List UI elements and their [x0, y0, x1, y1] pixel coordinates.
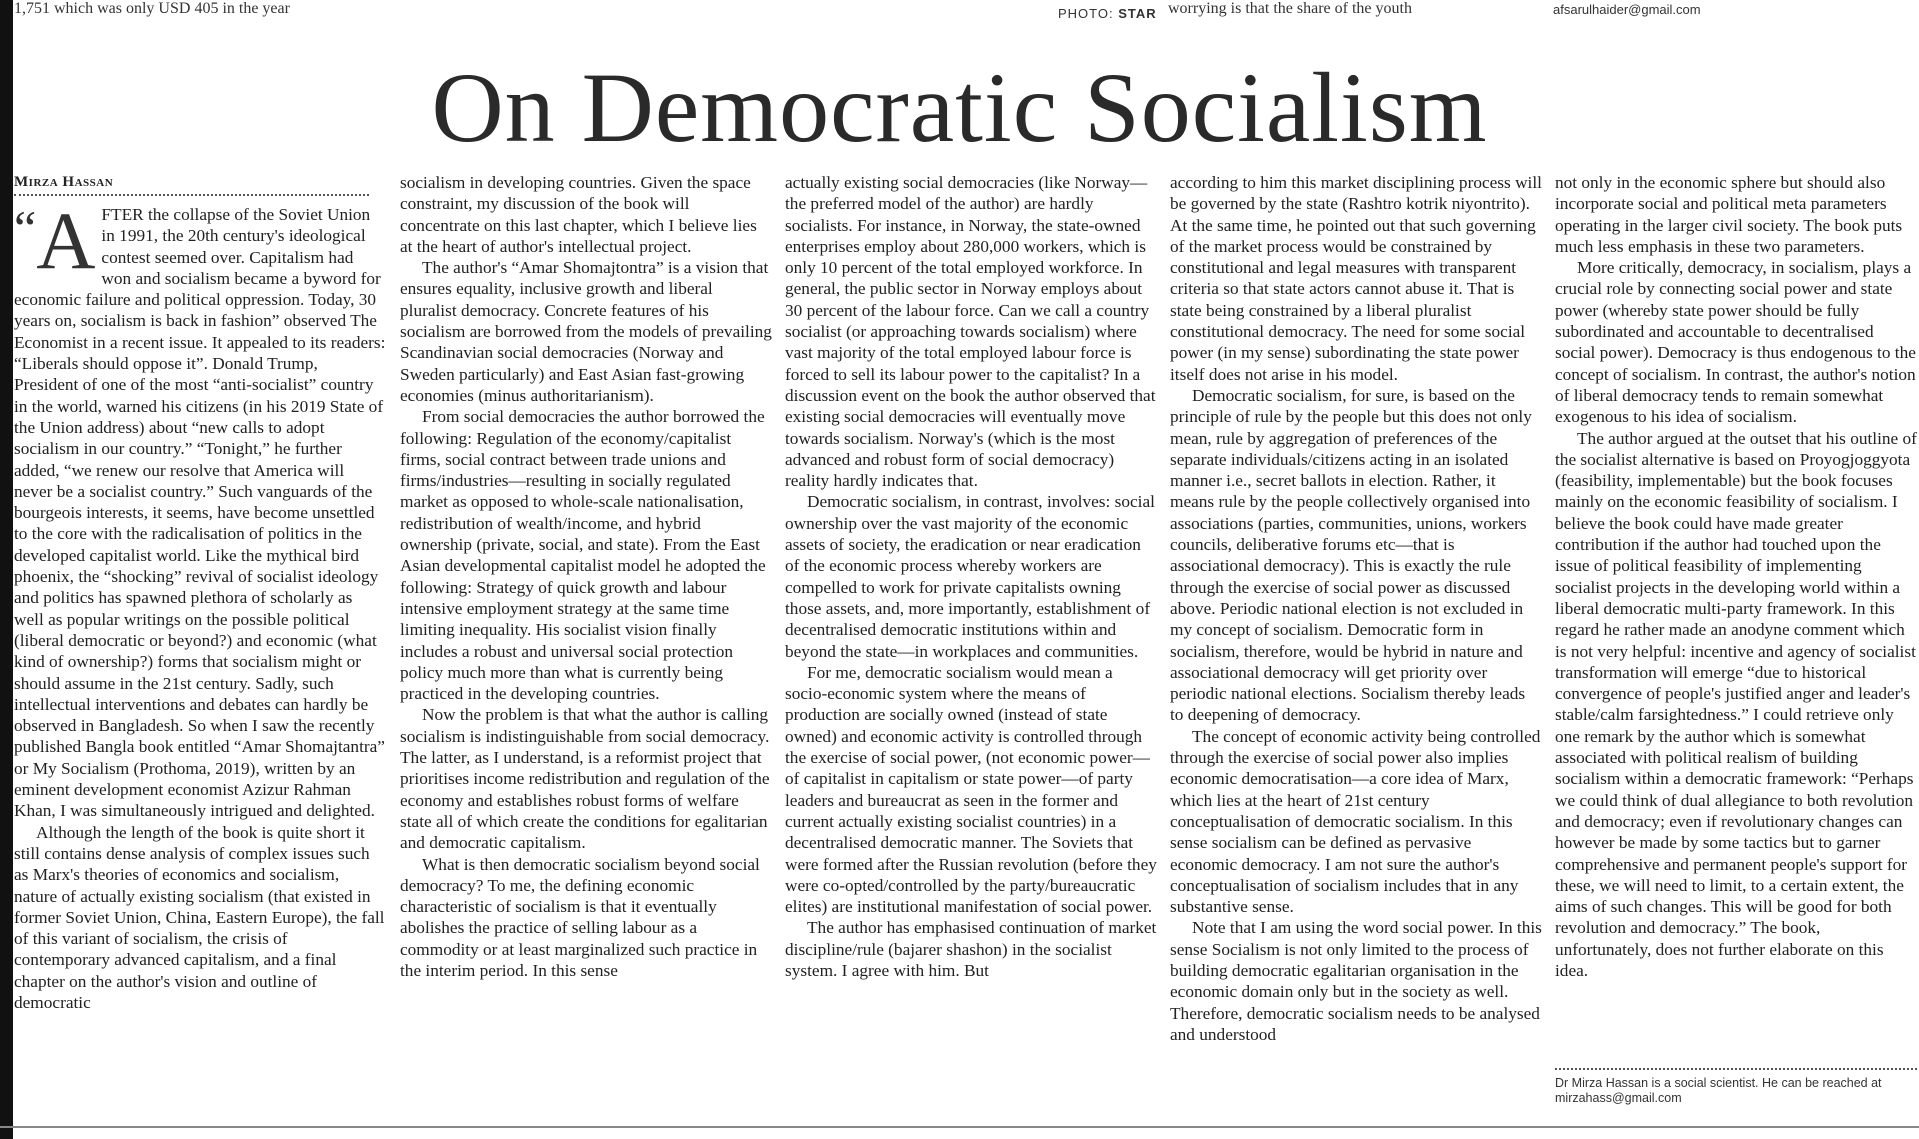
column-3 — [785, 172, 1157, 981]
paragraph: Note that I am using the word social power. In this sense Socialism is not only limited to the process of building democratic egalitarian organisation in the economic domain only but in the society as well. Therefore, democratic socialism needs to be analysed and understood — [1170, 918, 1542, 1044]
previous-article-fragment: 1,751 which was only USD 405 in the year — [14, 0, 290, 17]
paragraph: More critically, democracy, in socialism, plays a crucial role by connecting social power and state power (whereby state power should be fully subordinated and accountable to decentralised social power). Democracy is thus endogenous to the concept of socialism. In contrast, the author's notion of liberal democracy tends to remain somewhat exogenous to his idea of socialism. — [1555, 258, 1916, 427]
photo-label: PHOTO: — [1058, 6, 1114, 21]
author-note: Dr Mirza Hassan is a social scientist. He can be reached at mirzahass@gmail.com — [1555, 1068, 1917, 1106]
bottom-rule — [0, 1126, 1919, 1128]
column-4 — [1170, 172, 1542, 1045]
paragraph-continued: actually existing social democracies (like Norway—the preferred model of the author) are hardly socialists. For instance, in Norway, the state-owned enterprises employ about 280,000 workers, which is only 10 percent of the total employed workforce. In general, the public sector in Norway employs about 30 percent of the labour force. Can we call a country socialist (or approaching towards socialism) where vast majority of the total employed labour force is forced to sell its labour power to the capitalist? In a discussion event on the book the author observed that existing social democracies will eventually move towards socialism. Norway's (which is the most advanced and robust form of social democracy) reality hardly indicates that. — [785, 173, 1156, 491]
article-headline: On Democratic Socialism — [431, 52, 1488, 163]
paragraph: The author's “Amar Shomajtontra” is a vision that ensures equality, inclusive growth and liberal pluralist democracy. Concrete features of his socialism are borrowed from the models of prevailing Scandinavian social democracies (Norway and Sweden particularly) and East Asian fast-growing economies (minus authoritarianism). — [400, 258, 772, 405]
paragraph-continued: according to him this market disciplining process will be governed by the state (Rashtro kotrik niyontrito). At the same time, he pointed out that such governing of the market process would be constrained by constitutional and legal measures with transparent criteria so that state actors cannot abuse it. That is state being constrained by a liberal pluralist constitutional democracy. The need for some social power (in my sense) subordinating the state power itself does not arise in his model. — [1170, 173, 1542, 384]
paragraph: Democratic socialism, in contrast, involves: social ownership over the vast majority of the economic assets of society, the eradication or near eradication of the economic process whereby workers are compelled to work for private capitalists owning those assets, and, more importantly, establishment of decentralised democratic institutions within and beyond the state—in workplaces and communities. — [785, 492, 1155, 661]
paragraph: Democratic socialism, for sure, is based on the principle of rule by the people but this does not only mean, rule by aggregation of preferences of the separate individuals/citizens acting in an isolated manner i.e., secret ballots in election. Rather, it means rule by the people collectively organised into associations (parties, communities, unions, workers councils, deliberative forums etc—that is associational democracy). This is exactly the rule through the exercise of social power as discussed above. Periodic national election is not excluded in my concept of socialism. Democratic form in socialism, therefore, would be hybrid in nature and associational democracy will get priority over periodic national elections. Socialism thereby leads to deepening of democracy. — [1170, 385, 1532, 725]
column-1 — [14, 195, 386, 1013]
adjacent-author-email: afsarulhaider@gmail.com — [1553, 2, 1701, 17]
drop-cap — [14, 195, 96, 286]
paragraph: From social democracies the author borrowed the following: Regulation of the economy/capitalist firms, social contract between trade unions and firms/industries—resulting in socially regulated market as opposed to whole-scale nationalisation, redistribution of wealth/income, and hybrid ownership (private, social, and state). From the East Asian developmental capitalist model he adopted the following: Strategy of quick growth and labour intensive employment strategy at the same time limiting inequality. His socialist vision finally includes a robust and universal social protection policy much more than what is currently being practiced in the developing countries. — [400, 407, 766, 704]
adjacent-article-fragment: worrying is that the share of the youth — [1168, 0, 1412, 17]
paragraph: The author has emphasised continuation of market discipline/rule (bajarer shashon) in the socialist system. I agree with him. But — [785, 918, 1157, 980]
opening-quote-mark: “ — [14, 200, 37, 256]
photo-credit — [1058, 6, 1157, 21]
column-5 — [1555, 172, 1917, 981]
paragraph: What is then democratic socialism beyond social democracy? To me, the defining economic characteristic of socialism is that it eventually abolishes the practice of selling labour as a commodity or at least marginalized such practice in the interim period. In this sense — [400, 854, 760, 980]
paragraph-1-text: FTER the collapse of the Soviet Union in 1991, the 20th century's ideological contest seemed over. Capitalism had won and socialism became a byword for economic failure and political oppression. Today, 30 years on, socialism is back in fashion” observed The Economist in a recent issue. It appealed to its readers: “Liberals should oppose it”. Donald Trump, President of one of the most “anti-socialist” country in the world, warned his citizens (in his 2019 State of the Union address) about “new calls to adopt socialism in our country.” “Tonight,” he further added, “we renew our resolve that America will never be a socialist country.” Such vanguards of the bourgeois interests, it seems, have become unsettled to the core with the radicalisation of politics in the developed capitalist world. Like the mythical bird phoenix, the “shocking” revival of socialist ideology and politics has spawned plethora of scholarly as well as popular writings on the possible political (liberal democratic or beyond?) and economic (what kind of ownership?) forms that socialism might or should assume in the 21st century. Sadly, such intellectual interventions and debates can hardly be observed in Bangladesh. So when I saw the recently published Bangla book entitled “Amar Shomajtantra” or My Socialism (Prothoma, 2019), written by an eminent development economist Azizur Rahman Khan, I was simultaneously intrigued and delighted. — [14, 205, 386, 821]
paragraph: Now the problem is that what the author is calling socialism is indistinguishable from social democracy. The latter, as I understand, is a reformist project that prioritises income redistribution and regulation of the economy and establishes robust forms of welfare state all of which create the conditions for egalitarian and democratic capitalism. — [400, 705, 770, 853]
column-2 — [400, 172, 772, 981]
paragraph-2: Although the length of the book is quite short it still contains dense analysis of complex issues such as Marx's theories of economics and socialism, nature of actually existing socialism (that existed in former Soviet Union, China, Eastern Europe), the fall of this variant of socialism, the crisis of contemporary advanced capitalism, and a final chapter on the author's vision and outline of democratic — [14, 822, 385, 1012]
paragraph: The author argued at the outset that his outline of the socialist alternative is based on Proyogjoggyota (feasibility, implementable) but the book focuses mainly on the economic feasibility of socialism. I believe the book could have made greater contribution if the author had touched upon the issue of political feasibility of implementing socialist projects in the developing world within a liberal democratic multi-party framework. In this regard he rather made an anodyne comment which is not very helpful: incentive and agency of socialist transformation will emerge “due to historical convergence of people's justified anger and leader's stable/calm farsightedness.” I could retrieve only one remark by the author which is somewhat associated with political realism of building socialism within a democratic framework: “Perhaps we could think of dual allegiance to both revolution and democracy; even if revolutionary changes can however be made by some tactics but to garner comprehensive and permanent people's support for these, we will need to limit, to a certain extent, the aims of such changes. This will be good for both revolution and democracy.” The book, unfortunately, does not further elaborate on this idea. — [1555, 428, 1917, 980]
paragraph-1 — [14, 195, 386, 822]
byline: Mirza Hassan — [14, 174, 369, 196]
paragraph: For me, democratic socialism would mean a socio-economic system where the means of production are socially owned (instead of state owned) and economic activity is controlled through the exercise of social power, (not economic power—of capitalist in capitalism or state power—of party leaders and bureaucrat as seen in the former and current actually existing socialist countries) in a decentralised democratic manner. The Soviets that were formed after the Russian revolution (before they were co-opted/controlled by the party/bureaucratic elites) are institutional manifestation of social power. — [785, 662, 1157, 917]
drop-cap-letter: A — [36, 195, 96, 286]
page-edge-bar — [0, 0, 13, 1139]
photo-credit-name: STAR — [1118, 6, 1157, 21]
paragraph-continued: socialism in developing countries. Given the space constraint, my discussion of the book will concentrate on this last chapter, which I believe lies at the heart of author's intellectual project. — [400, 173, 757, 256]
paragraph-continued: not only in the economic sphere but should also incorporate social and political meta parameters operating in the larger civil society. The book puts much less emphasis in these two parameters. — [1555, 173, 1903, 256]
paragraph: The concept of economic activity being controlled through the exercise of social power also implies economic democratisation—a core idea of Marx, which lies at the heart of 21st century conceptualisation of democratic socialism. In this sense socialism can be defined as pervasive economic democracy. I am not sure the author's conceptualisation of socialism includes that in any substantive sense. — [1170, 726, 1541, 917]
